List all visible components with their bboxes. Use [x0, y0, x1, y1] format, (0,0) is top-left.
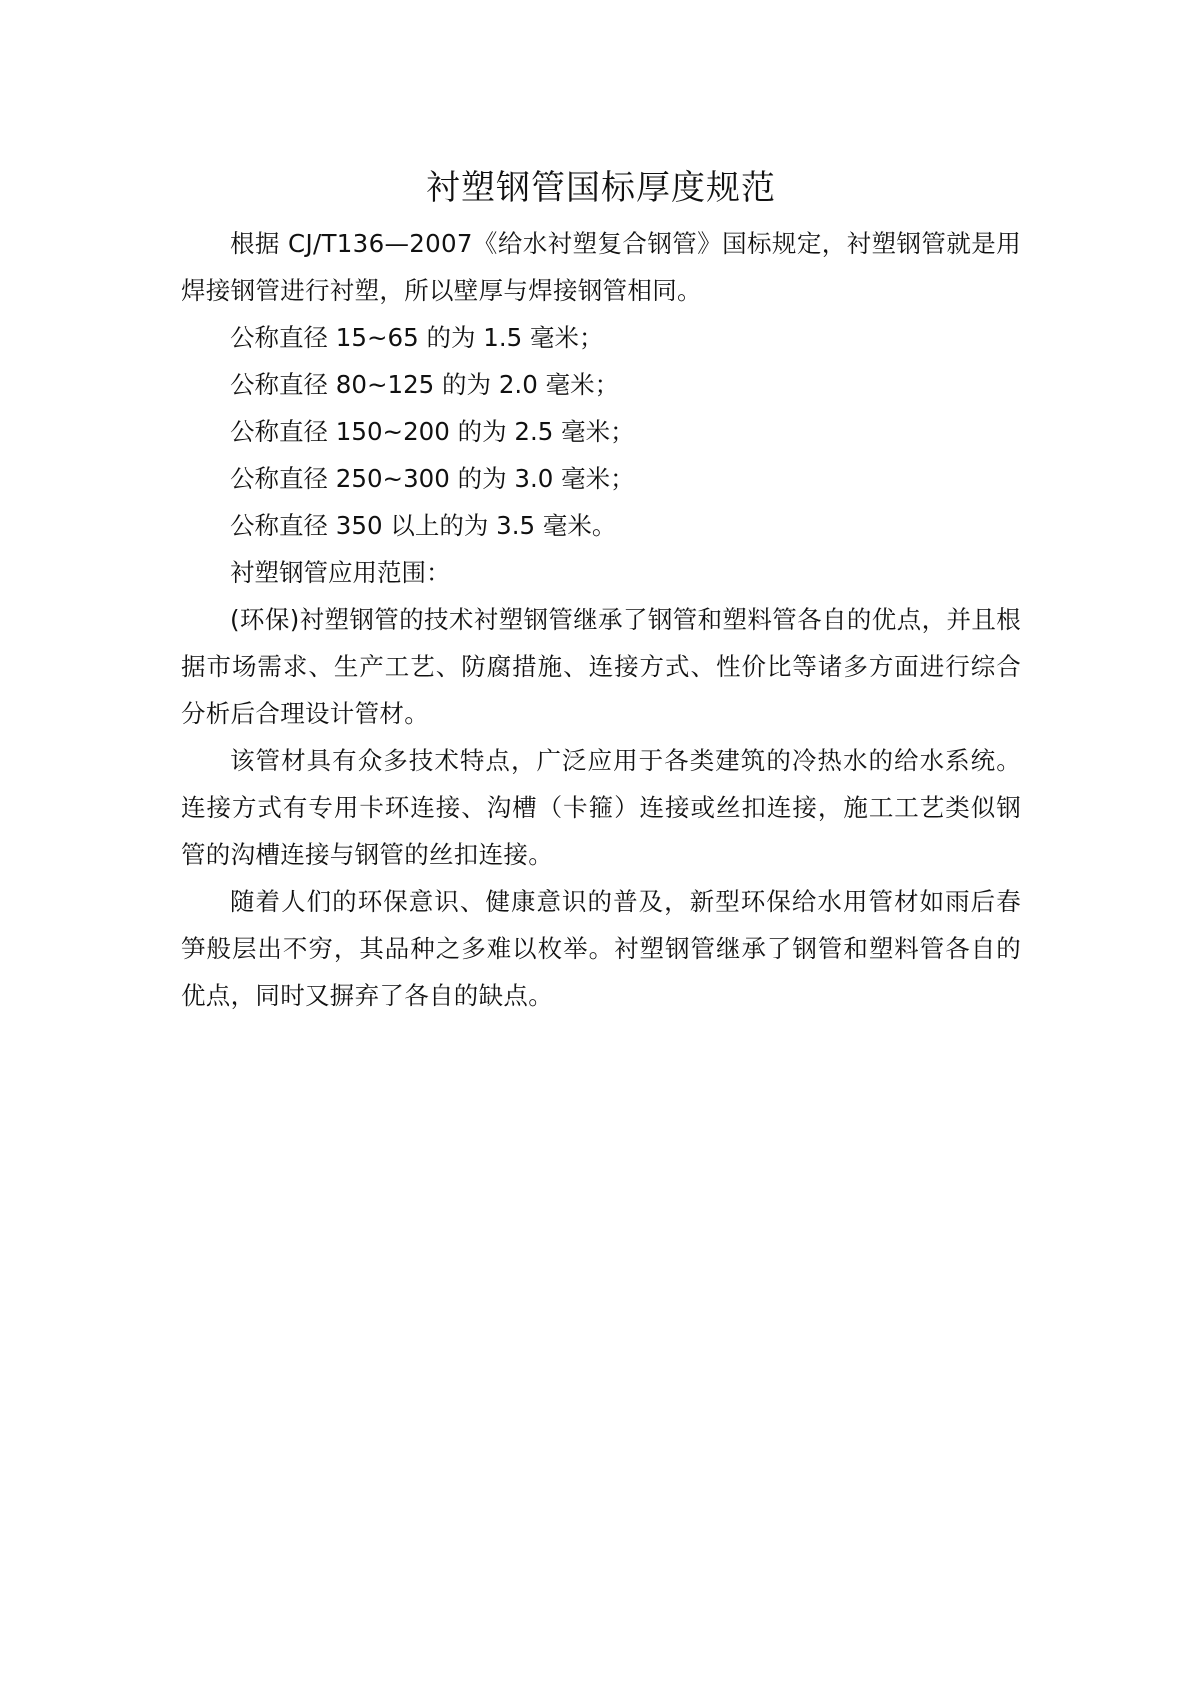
- spec-line: 公称直径 15~65 的为 1.5 毫米；: [230, 323, 604, 352]
- spec-line: 公称直径 250~300 的为 3.0 毫米；: [230, 464, 635, 493]
- body-paragraph: 该管材具有众多技术特点，广泛应用于各类建筑的冷热水的给水系统。连接方式有专用卡环连接、沟槽（卡箍）连接或丝扣连接，施工工艺类似钢管的沟槽连接与钢管的丝扣连接。: [181, 746, 1021, 869]
- document-title: 衬塑钢管国标厚度规范: [426, 168, 776, 208]
- scope-heading: 衬塑钢管应用范围：: [230, 558, 451, 587]
- body-paragraph: (环保)衬塑钢管的技术衬塑钢管继承了钢管和塑料管各自的优点，并且根据市场需求、生产工艺、防腐措施、连接方式、性价比等诸多方面进行综合分析后合理设计管材。: [181, 605, 1021, 728]
- spec-line: 公称直径 80~125 的为 2.0 毫米；: [230, 370, 620, 399]
- spec-line: 公称直径 350 以上的为 3.5 毫米。: [230, 511, 617, 540]
- document-body: [181, 164, 1021, 1019]
- spec-line: 公称直径 150~200 的为 2.5 毫米；: [230, 417, 635, 446]
- body-paragraph: 随着人们的环保意识、健康意识的普及，新型环保给水用管材如雨后春笋般层出不穷，其品种之多难以枚举。衬塑钢管继承了钢管和塑料管各自的优点，同时又摒弃了各自的缺点。: [181, 887, 1021, 1010]
- intro-paragraph: 根据 CJ/T136—2007《给水衬塑复合钢管》国标规定，衬塑钢管就是用焊接钢管进行衬塑，所以壁厚与焊接钢管相同。: [181, 229, 1021, 305]
